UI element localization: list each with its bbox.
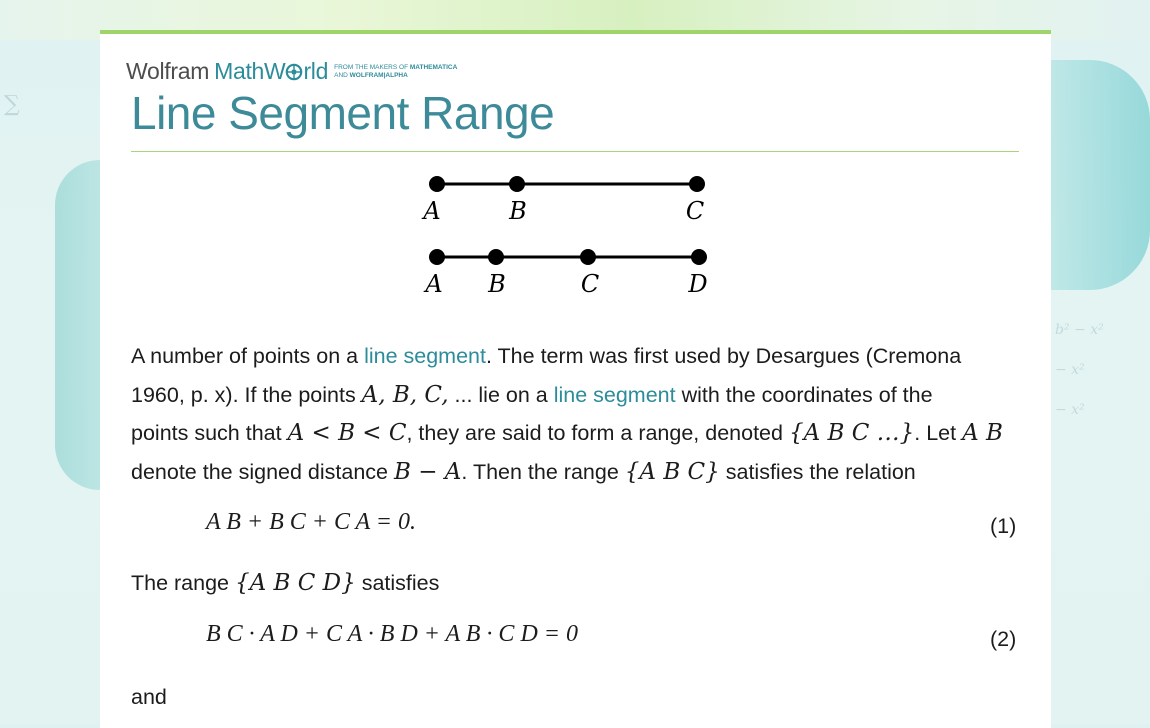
text-run: , they are said to form a range, denoted xyxy=(406,421,789,446)
text-run: denote the signed distance xyxy=(131,460,394,485)
text-run: . Then the range xyxy=(461,460,625,485)
range-row-1 xyxy=(421,176,705,225)
content-panel xyxy=(100,30,1051,728)
point-marker xyxy=(691,249,707,265)
page-title: Line Segment Range xyxy=(131,87,555,139)
text-run: . Let xyxy=(914,421,963,446)
point-marker xyxy=(509,176,525,192)
point-marker xyxy=(429,176,445,192)
text-run: . The term was first used by Desargues (Cremona xyxy=(485,344,962,368)
text-run: with the coordinates of the xyxy=(675,382,933,407)
background-formula-left: ∑ xyxy=(4,92,20,117)
equation-number-2: (2) xyxy=(990,627,1017,651)
equation-number-1: (1) xyxy=(990,514,1017,538)
range-figure xyxy=(100,34,1051,304)
math-set: {A B C D} xyxy=(234,570,356,596)
point-label: B xyxy=(509,197,527,225)
text-run: The range xyxy=(131,571,235,595)
point-label: C xyxy=(685,197,705,225)
point-label: B xyxy=(488,270,506,298)
text-run: satisfies xyxy=(355,571,440,595)
link-line-segment[interactable]: line segment xyxy=(364,344,486,368)
range-row-2 xyxy=(423,249,707,298)
math-difference: B − A xyxy=(393,459,462,486)
text-run: satisfies the relation xyxy=(719,460,916,485)
math-inequality: A < B < C xyxy=(287,420,407,447)
point-marker xyxy=(580,249,596,265)
paragraph-and: and xyxy=(131,685,167,709)
equation-1: A B + B C + C A = 0. xyxy=(206,509,416,535)
point-marker xyxy=(429,249,445,265)
logo-mathworld-text: MathW rld xyxy=(214,58,329,84)
background-formula-right: b² − x² − x² − x² xyxy=(1055,322,1104,418)
point-label: A xyxy=(423,197,441,225)
point-label: A xyxy=(425,270,443,298)
link-line-segment[interactable]: line segment xyxy=(553,382,676,407)
paragraph-range-abcd xyxy=(131,564,1031,603)
paragraph-definition xyxy=(131,337,1031,492)
text-run: points such that xyxy=(131,421,288,446)
point-marker xyxy=(488,249,504,265)
logo-tagline: FROM THE MAKERS OF MATHEMATICA AND WOLFRAM|ALPHA xyxy=(334,64,458,79)
text-run: A number of points on a xyxy=(131,344,365,368)
math-points: A, B, C, xyxy=(361,381,449,408)
point-label: D xyxy=(688,270,708,298)
text-run: ... lie on a xyxy=(448,382,554,407)
point-label: C xyxy=(580,270,600,298)
math-set: {A B C} xyxy=(624,459,720,486)
point-marker xyxy=(689,176,705,192)
logo-wolfram-text: Wolfram xyxy=(126,58,210,84)
math-set: {A B C …} xyxy=(788,420,915,447)
text-run: 1960, p. x). If the points xyxy=(131,382,362,407)
equation-2: B C · A D + C A · B D + A B · C D = 0 xyxy=(206,621,578,647)
math-ab: A B xyxy=(962,420,1003,447)
